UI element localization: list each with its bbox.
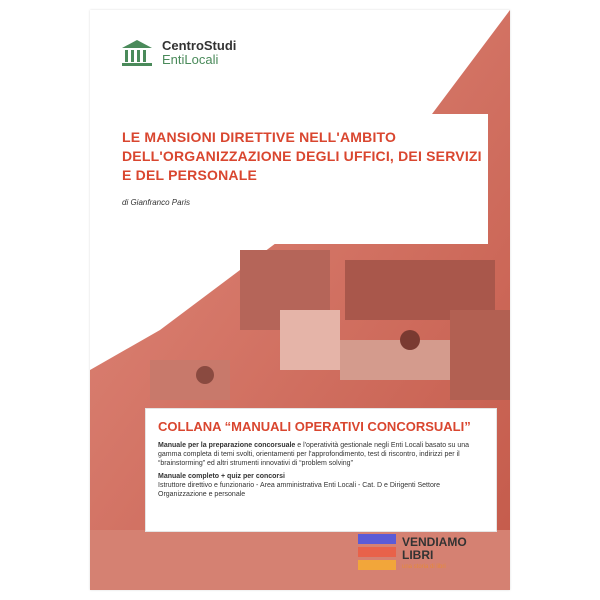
book-title-line: E DEL PERSONALE bbox=[122, 167, 257, 183]
series-description bbox=[158, 441, 484, 499]
publisher-logo bbox=[120, 38, 236, 68]
book-cover bbox=[90, 10, 510, 590]
publisher-name bbox=[162, 39, 236, 66]
series-title: COLLANA “MANUALI OPERATIVI CONCORSUALI” bbox=[158, 419, 471, 434]
logo-stripe bbox=[358, 534, 396, 544]
vendiamo-libri-line1: VENDIAMO bbox=[402, 535, 467, 549]
book-author: di Gianfranco Paris bbox=[122, 198, 191, 207]
series-paragraph-2-rest: Istruttore direttivo e funzionario - Area amministrativa Enti Locali - Cat. D e Dirigenti Settore Organizzazione e personale bbox=[158, 482, 441, 498]
book-title bbox=[122, 128, 482, 185]
vendiamo-libri-name bbox=[402, 536, 467, 562]
building-icon bbox=[120, 38, 154, 68]
publisher-name-line1: CentroStudi bbox=[162, 38, 237, 54]
vendiamo-libri-tagline: una storia di libri bbox=[402, 564, 446, 570]
logo-stripe bbox=[358, 547, 396, 557]
book-title-line: LE MANSIONI DIRETTIVE NELL'AMBITO bbox=[122, 129, 397, 145]
series-paragraph-1-rest: e l'operatività gestionale negli Enti Locali basato su una gamma completa di temi svolti, orientamenti per l'approfondimento, test di riscontro, indirizzi per il “brainstorming” ed altri strumenti innovativi di “problem solving” bbox=[158, 442, 470, 467]
vendiamo-libri-line2: LIBRI bbox=[402, 548, 434, 562]
publisher-name-line2: EntiLocali bbox=[162, 52, 219, 67]
vendiamo-libri-badge bbox=[358, 530, 478, 590]
vendiamo-libri-logo-mark bbox=[358, 534, 396, 582]
series-paragraph-2-strong: Manuale completo + quiz per concorsi bbox=[158, 473, 285, 480]
logo-stripe bbox=[358, 560, 396, 570]
series-paragraph-1-strong: Manuale per la preparazione concorsuale bbox=[158, 442, 296, 449]
series-paragraph-1 bbox=[158, 441, 484, 468]
series-paragraph-2 bbox=[158, 472, 484, 499]
series-panel bbox=[145, 408, 497, 532]
title-panel bbox=[108, 114, 488, 244]
book-title-line: DELL'ORGANIZZAZIONE DEGLI UFFICI, DEI SERVIZI bbox=[122, 148, 482, 164]
